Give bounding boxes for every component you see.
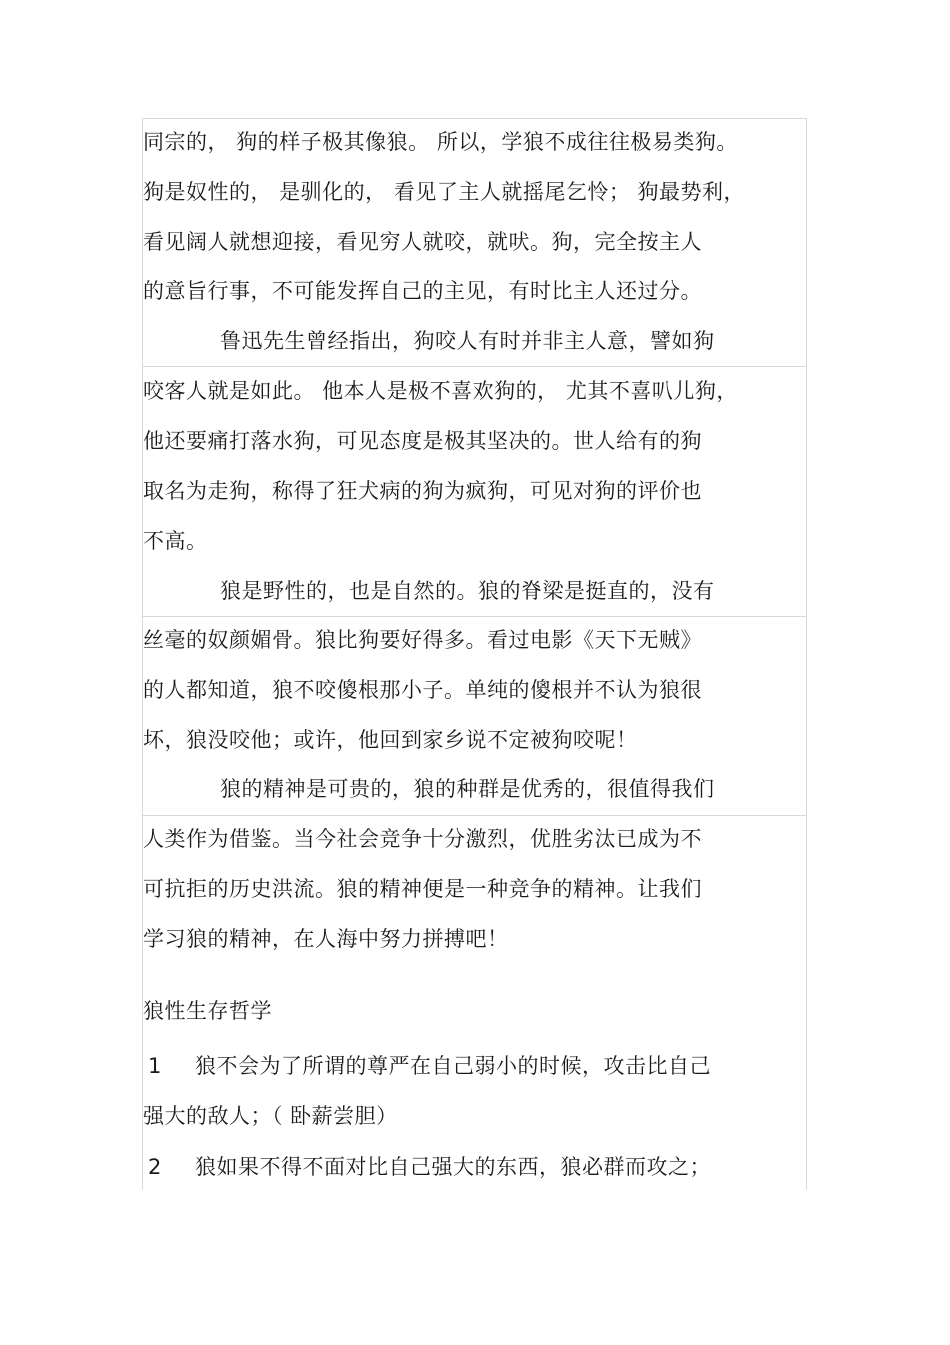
frame-right-border (806, 118, 807, 1190)
item-2-number: 2 (148, 1155, 162, 1179)
paragraph-3-line-3: 的人都知道，狼不咬傻根那小子。单纯的傻根并不认为狼很 (143, 678, 702, 702)
paragraph-4-line-3: 可抗拒的历史洪流。狼的精神便是一种竞争的精神。让我们 (143, 877, 702, 901)
item-1-line-1: 狼不会为了所谓的尊严在自己弱小的时候，攻击比自己 (195, 1054, 711, 1078)
frame-row-divider-1 (142, 366, 807, 367)
paragraph-3-line-2: 丝毫的奴颜媚骨。狼比狗要好得多。看过电影《天下无贼》 (143, 628, 702, 652)
frame-row-divider-3 (142, 815, 807, 816)
paragraph-4-line-4: 学习狼的精神，在人海中努力拼搏吧！ (143, 927, 509, 951)
item-1-number: 1 (148, 1054, 162, 1078)
paragraph-2-line-2: 咬客人就是如此。 他本人是极不喜欢狗的， 尤其不喜叭儿狗， (143, 379, 738, 403)
paragraph-2-line-5: 不高。 (143, 529, 208, 553)
frame-row-divider-2 (142, 616, 807, 617)
paragraph-3-line-4: 坏，狼没咬他；或许，他回到家乡说不定被狗咬呢！ (143, 728, 638, 752)
paragraph-2-line-1: 鲁迅先生曾经指出，狗咬人有时并非主人意，譬如狗 (220, 329, 715, 353)
paragraph-1-line-4: 的意旨行事，不可能发挥自己的主见，有时比主人还过分。 (143, 279, 702, 303)
section-title: 狼性生存哲学 (143, 999, 272, 1023)
paragraph-3-line-1: 狼是野性的，也是自然的。狼的脊梁是挺直的，没有 (220, 579, 715, 603)
item-1-line-2: 强大的敌人；（ 卧薪尝胆） (143, 1104, 398, 1128)
paragraph-4-line-2: 人类作为借鉴。当今社会竞争十分激烈，优胜劣汰已成为不 (143, 827, 702, 851)
paragraph-1-line-1: 同宗的， 狗的样子极其像狼。 所以，学狼不成往往极易类狗。 (143, 130, 738, 154)
paragraph-2-line-4: 取名为走狗，称得了狂犬病的狗为疯狗，可见对狗的评价也 (143, 479, 702, 503)
paragraph-1-line-3: 看见阔人就想迎接，看见穷人就咬，就吠。狗，完全按主人 (143, 230, 702, 254)
frame-top-border (142, 118, 807, 119)
item-2-line-1: 狼如果不得不面对比自己强大的东西，狼必群而攻之； (195, 1155, 711, 1179)
paragraph-2-line-3: 他还要痛打落水狗，可见态度是极其坚决的。世人给有的狗 (143, 429, 702, 453)
paragraph-4-line-1: 狼的精神是可贵的，狼的种群是优秀的，很值得我们 (220, 777, 715, 801)
paragraph-1-line-2: 狗是奴性的， 是驯化的， 看见了主人就摇尾乞怜； 狗最势利， (143, 180, 746, 204)
